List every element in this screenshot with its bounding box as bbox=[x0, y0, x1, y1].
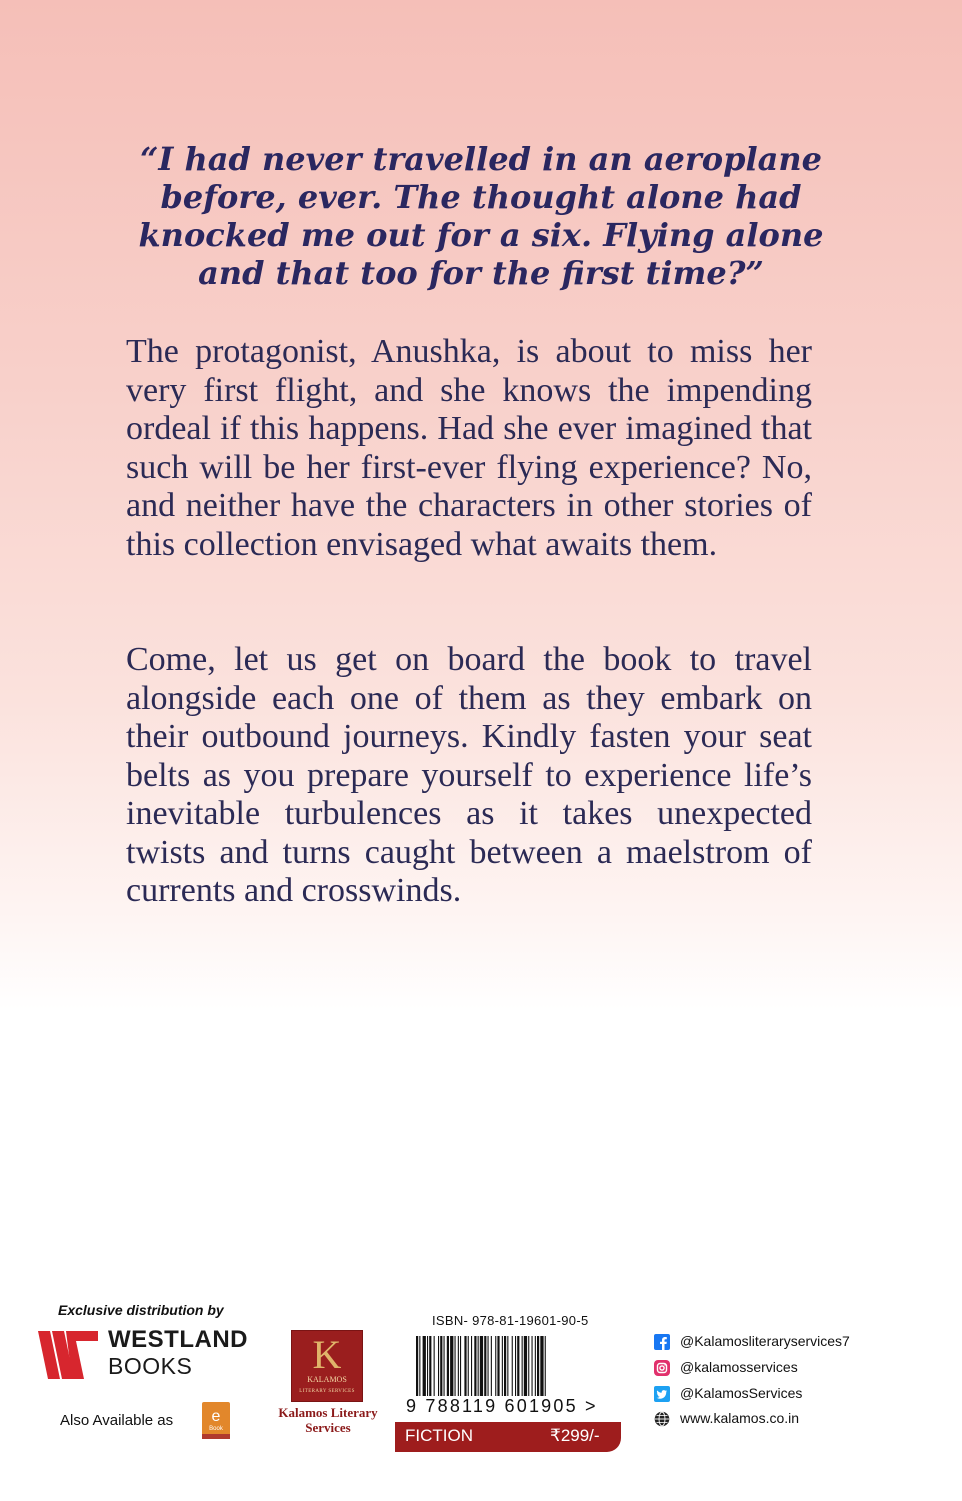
westland-line2: BOOKS bbox=[108, 1353, 193, 1379]
blurb-quote: “I had never travelled in an aeroplane before, ever. The thought alone had knocked me out for a six. Flying alone and that too for the first time?” bbox=[138, 140, 824, 292]
web-icon bbox=[654, 1411, 670, 1427]
social-facebook-text: @Kalamosliteraryservices7 bbox=[680, 1333, 850, 1349]
kalamos-logo-letter: K bbox=[312, 1332, 342, 1377]
social-instagram-text: @kalamosservices bbox=[680, 1359, 798, 1375]
kalamos-logo-word: KALAMOS bbox=[307, 1375, 347, 1384]
facebook-icon bbox=[654, 1334, 670, 1350]
kalamos-logo bbox=[291, 1330, 363, 1402]
distribution-label: Exclusive distribution by bbox=[58, 1302, 224, 1318]
blurb-paragraph-2: Come, let us get on board the book to travel alongside each one of them as they embark on their outbound journeys. Kindly fasten your seat belts as you prepare yourself to experience life’s inevitable turbulences as it takes unexpected twists and turns caught between a maelstrom of currents and crosswinds. bbox=[126, 641, 812, 909]
barcode-digits: 9 788119 601905 > bbox=[406, 1396, 598, 1416]
price-label: ₹299/- bbox=[550, 1426, 600, 1445]
westland-logo-icon bbox=[38, 1327, 98, 1383]
kalamos-logo-sub: LITERARY SERVICES bbox=[299, 1389, 355, 1394]
westland-line1: WESTLAND bbox=[108, 1326, 248, 1353]
publisher-name: Kalamos Literary Services bbox=[278, 1405, 378, 1435]
ebook-icon-sub: Book bbox=[209, 1426, 223, 1432]
ebook-icon bbox=[201, 1401, 231, 1441]
ebook-icon-letter: e bbox=[211, 1408, 221, 1425]
isbn-label: ISBN- 978-81-19601-90-5 bbox=[432, 1313, 589, 1328]
genre-label: FICTION bbox=[405, 1426, 473, 1445]
social-twitter-text: @KalamosServices bbox=[680, 1385, 803, 1401]
social-website-text: www.kalamos.co.in bbox=[680, 1410, 800, 1426]
blurb-paragraph-1: The protagonist, Anushka, is about to miss her very first flight, and she knows the impending ordeal if this happens. Had she ever imagined that such will be her first-ever flying experience? No, and neither have the characters in other stories of this collection envisaged what awaits them. bbox=[126, 333, 812, 563]
instagram-icon bbox=[654, 1360, 670, 1376]
twitter-icon bbox=[654, 1386, 670, 1402]
also-available-label: Also Available as bbox=[60, 1412, 174, 1429]
westland-wordmark bbox=[108, 1327, 248, 1379]
